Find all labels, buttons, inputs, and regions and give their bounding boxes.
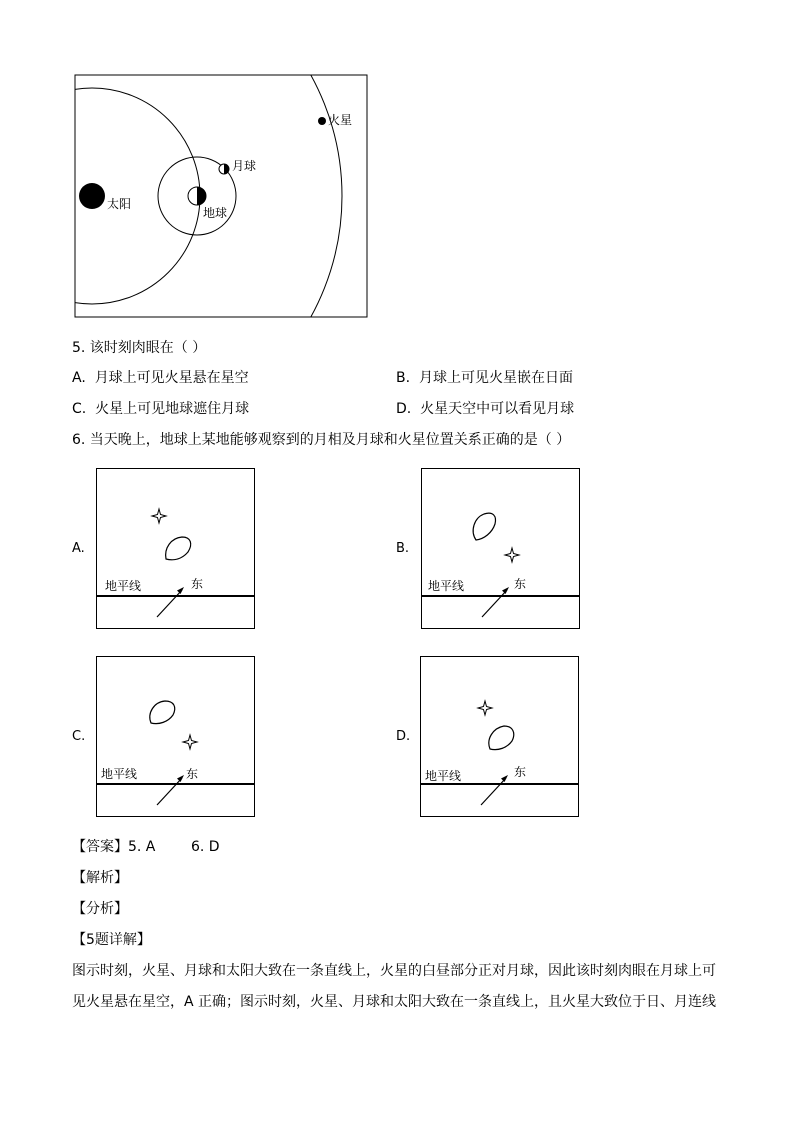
horizon-label: 地平线 xyxy=(428,579,465,593)
moon xyxy=(219,164,229,174)
option-text: 月球上可见火星悬在星空 xyxy=(94,370,249,386)
mars xyxy=(318,117,326,125)
q5-option-c[interactable] xyxy=(72,399,249,419)
q6-option-c-panel[interactable] xyxy=(96,656,256,818)
sun-label: 太阳 xyxy=(107,197,132,211)
answer-line xyxy=(72,837,220,857)
q6-option-b-letter[interactable]: B. xyxy=(396,541,410,556)
fenxi-tag: 【分析】 xyxy=(72,901,128,917)
analysis-tag: 【解析】 xyxy=(72,870,128,886)
sun xyxy=(79,183,105,209)
q6-option-c-letter[interactable]: C. xyxy=(72,729,86,744)
option-letter: A. xyxy=(72,370,86,386)
east-label: 东 xyxy=(186,767,199,781)
orbit-figure xyxy=(74,74,370,320)
option-letter: C. xyxy=(72,401,87,417)
answer-tag: 【答案】 xyxy=(72,839,128,855)
option-text: 火星天空中可以看见月球 xyxy=(420,401,575,417)
explanation-paragraph xyxy=(72,961,732,1012)
earth xyxy=(188,187,206,205)
q6-option-a-panel[interactable] xyxy=(96,468,256,630)
mars-label: 火星 xyxy=(328,113,353,127)
horizon-label: 地平线 xyxy=(425,769,462,783)
explanation-line-2: 见火星悬在星空，A 正确；图示时刻，火星、月球和太阳大致在一条直线上，且火星大致位于日、月连线 xyxy=(72,994,717,1010)
explanation-line-1: 图示时刻，火星、月球和太阳大致在一条直线上，火星的白昼部分正对月球，因此该时刻肉眼在月球上可 xyxy=(72,963,716,979)
earth-label: 地球 xyxy=(203,206,228,220)
option-letter: D. xyxy=(396,401,412,417)
q5-option-d[interactable] xyxy=(396,399,574,419)
q6-option-a-letter[interactable]: A. xyxy=(72,541,85,556)
q6-stem: 6. 当天晚上，地球上某地能够观察到的月相及月球和火星位置关系正确的是（ ） xyxy=(72,432,571,448)
figure-frame xyxy=(75,75,367,317)
detail5-tag: 【5题详解】 xyxy=(72,932,151,948)
moon-label: 月球 xyxy=(232,159,257,173)
q6-option-d-panel[interactable] xyxy=(420,656,580,818)
answer-text: 5. A 6. D xyxy=(128,839,220,855)
option-text: 月球上可见火星嵌在日面 xyxy=(418,370,573,386)
horizon-label: 地平线 xyxy=(101,767,138,781)
option-text: 火星上可见地球遮住月球 xyxy=(95,401,250,417)
q6-option-b-panel[interactable] xyxy=(421,468,581,630)
east-label: 东 xyxy=(514,577,527,591)
horizon-label: 地平线 xyxy=(105,579,142,593)
q5-option-a[interactable] xyxy=(72,368,249,388)
east-label: 东 xyxy=(514,765,527,779)
east-label: 东 xyxy=(191,577,204,591)
option-letter: B. xyxy=(396,370,411,386)
q5-stem: 5. 该时刻肉眼在（ ） xyxy=(72,340,207,356)
q6-option-d-letter[interactable]: D. xyxy=(396,729,411,744)
q5-option-b[interactable] xyxy=(396,368,573,388)
